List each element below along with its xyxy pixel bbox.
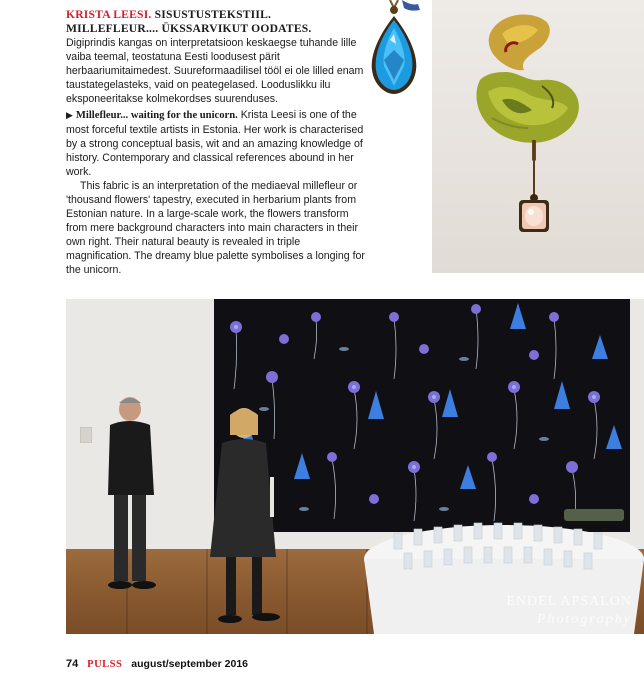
page-number: 74: [66, 658, 79, 670]
wall-label: [80, 427, 92, 443]
gallery-photo: [66, 299, 644, 634]
brooch-photo: [432, 0, 644, 273]
article-lead: [66, 8, 366, 36]
woman-figure: [200, 407, 290, 627]
lead-title: SISUSTUSTEKSTIIL. MILLEFLEUR.... ÜKSSARVIKUT OODATES.: [66, 8, 312, 35]
magazine-name: PULSS: [87, 659, 123, 670]
man-figure: [100, 395, 170, 595]
estonian-paragraph: Digiprindis kangas on interpretatsioon keskaegse tuhande lille vaiba teemal, teostatuna Eesti loodusest pärit herbaariumitaimedest. Suureformaadilisel tööl ei ole lilled enam taustategelasteks, vaid on peategelased. Looduslikku ilu eksponeeritakse kolmekordses suurenduses.: [66, 37, 364, 105]
artist-name: KRISTA LEESI.: [66, 8, 152, 21]
english-heading: Millefleur... waiting for the unicorn.: [75, 110, 238, 121]
page-footer: [66, 658, 248, 674]
article-text-column: [66, 8, 366, 277]
photographer-watermark: ENDEL APSALON: [506, 594, 632, 609]
pendant-illustration: [360, 0, 430, 100]
triangle-marker-icon: ▶: [66, 110, 73, 120]
english-intro: [66, 108, 366, 179]
english-intro-text: Krista Leesi is one of the most forceful textile artists in Estonia. Her work is characterised by a strong conceptual basis, wit and an amazing knowledge of history. Contemporary and classical references abound in her work.: [66, 109, 364, 178]
issue-date: august/september 2016: [131, 658, 248, 670]
pendant-image: [360, 0, 430, 100]
photographer-watermark-sub: Photography: [536, 612, 632, 627]
brooch-illustration: [432, 0, 644, 273]
english-paragraph: This fabric is an interpretation of the mediaeval millefleur or 'thousand flowers' tapestry, executed in herbarium plants from Estonian nature. In a large-scale work, the flowers transform from mere background characters into main characters in their own right. Their natural beauty is revealed in triple magnification. The dreamy blue palette symbolises a longing for the unicorn.: [66, 180, 365, 276]
